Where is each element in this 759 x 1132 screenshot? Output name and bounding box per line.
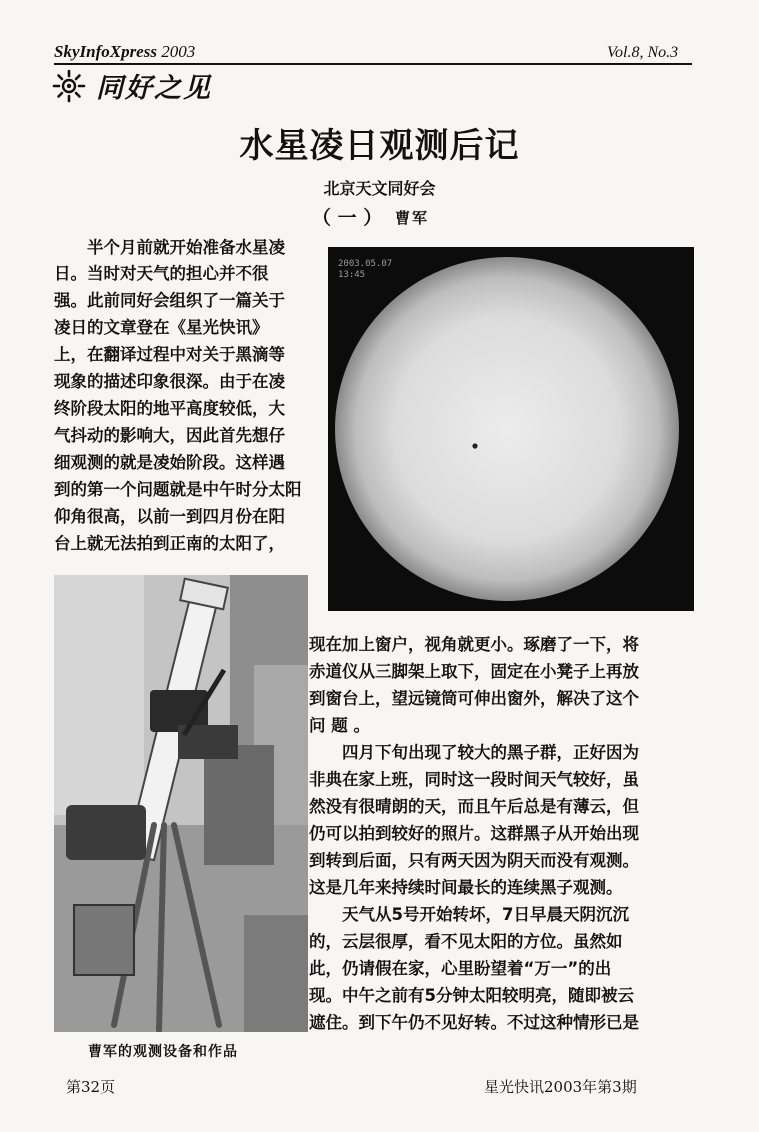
text-line: 凌日的文章登在《星光快讯》 — [54, 318, 269, 337]
header-rule — [54, 63, 692, 65]
text-line: 台上就无法拍到正南的太阳了， — [54, 534, 285, 553]
article-organization: 北京天文同好会 — [323, 179, 436, 198]
text-line: 然没有很晴朗的天，而且午后总是有薄云，但 — [309, 797, 639, 816]
sun-photo-label — [338, 259, 392, 281]
mercury-dot — [472, 443, 477, 448]
sun-photo-time: 13:45 — [338, 270, 366, 280]
text-line: 现象的描述印象很深。由于在凌 — [54, 372, 285, 391]
page-number: 第32页 — [66, 1078, 116, 1096]
text-line: 四月下旬出现了较大的黑子群，正好因为 — [309, 743, 639, 762]
text-line: 此，仍请假在家，心里盼望着“万一”的出 — [309, 959, 612, 978]
journal-header — [54, 42, 195, 62]
photo-caption: 曹军的观测设备和作品 — [88, 1044, 238, 1060]
column-name: 同好之见 — [96, 73, 212, 104]
text-line: 细观测的就是凌始阶段。这样遇 — [54, 453, 285, 472]
volume-number: Vol.8, No.3 — [607, 44, 679, 61]
text-line: 赤道仪从三脚架上取下，固定在小凳子上再放 — [309, 662, 639, 681]
sun-icon — [52, 69, 90, 103]
text-line: 日。当时对天气的担心并不很 — [54, 264, 269, 283]
equipment-photo — [54, 575, 308, 1032]
text-line: 问 题 。 — [309, 716, 370, 735]
sun-disk-image — [328, 247, 694, 611]
sun-disk — [335, 257, 679, 601]
text-line: 终阶段太阳的地平高度较低，大 — [54, 399, 285, 418]
sun-photo-date: 2003.05.07 — [338, 259, 393, 269]
sun-photo — [328, 247, 694, 611]
journal-year: 2003 — [161, 42, 196, 61]
text-line: 半个月前就开始准备水星凌 — [54, 238, 285, 257]
text-line: 仍可以拍到较好的照片。这群黑子从开始出现 — [309, 824, 639, 843]
article-title: 水星凌日观测后记 — [239, 126, 520, 166]
text-line: 上，在翻译过程中对关于黑滴等 — [54, 345, 285, 364]
text-line: 现在加上窗户，视角就更小。琢磨了一下，将 — [309, 635, 639, 654]
text-line: 遮住。到下午仍不见好转。不过这种情形已是 — [309, 1013, 639, 1032]
text-line: 气抖动的影响大，因此首先想仔 — [54, 426, 285, 445]
text-line: 天气从5号开始转坏，7日早晨天阴沉沉 — [309, 905, 629, 924]
article-part: （ 一 ） — [312, 207, 383, 229]
text-line: 到的第一个问题就是中午时分太阳 — [54, 480, 302, 499]
text-line: 的，云层很厚，看不见太阳的方位。虽然如 — [309, 932, 623, 951]
text-line: 这是几年来持续时间最长的连续黑子观测。 — [309, 878, 623, 897]
journal-brand: SkyInfoXpress — [54, 42, 157, 61]
article-author: 曹军 — [395, 209, 430, 227]
column-heading — [52, 66, 212, 105]
text-line: 到转到后面，只有两天因为阴天而没有观测。 — [309, 851, 639, 870]
text-line: 强。此前同好会组织了一篇关于 — [54, 291, 285, 310]
issue-info: 星光快讯2003年第3期 — [484, 1078, 637, 1096]
text-line: 非典在家上班，同时这一段时间天气较好，虽 — [309, 770, 639, 789]
text-line: 到窗台上，望远镜筒可伸出窗外，解决了这个 — [309, 689, 639, 708]
text-line: 仰角很高，以前一到四月份在阳 — [54, 507, 285, 526]
text-line: 现。中午之前有5分钟太阳较明亮，随即被云 — [309, 986, 634, 1005]
